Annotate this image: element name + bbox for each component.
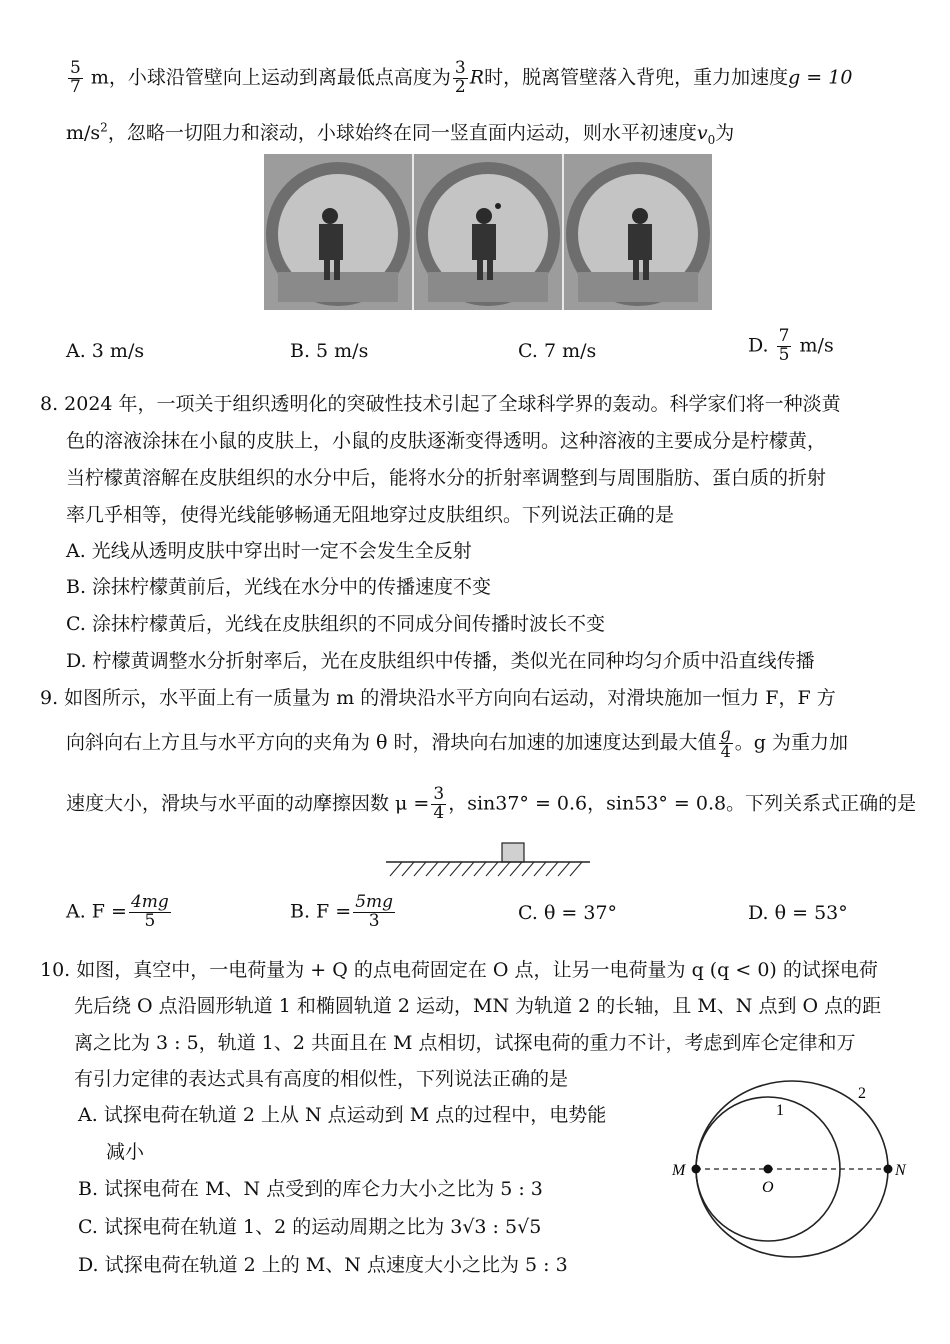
pipe-photo-2 [414,154,564,310]
q9-line-2: 向斜向右上方且与水平方向的夹角为 θ 时，滑块向右加速的加速度达到最大值 $\frac{g}{4}$ 。g 为重力加 [66,724,848,761]
q10-line-1: 10. 如图，真空中，一电荷量为 + Q 的点电荷固定在 O 点，让另一电荷量为 q (q < 0) 的试探电荷 [40,959,878,981]
q10-option-a: A. 试探电荷在轨道 2 上从 N 点运动到 M 点的过程中，电势能 [78,1104,607,1126]
pipe-photo-1 [264,154,414,310]
q8-option-c: C. 涂抹柠檬黄后，光线在皮肤组织的不同成分间传播时波长不变 [66,613,605,635]
q8-option-b: B. 涂抹柠檬黄前后，光线在水分中的传播速度不变 [66,576,492,598]
pipe-photo-strip [264,154,710,310]
q7-height-fraction: $\frac{3}{2}$ [454,58,466,97]
q9-option-a: A. F = $\frac{4mg}{5}$ [66,892,169,931]
q9-block-figure [382,840,594,880]
point-O [764,1165,773,1174]
label-orbit-2: 2 [858,1085,866,1102]
q10-line-2: 先后绕 O 点沿圆形轨道 1 和椭圆轨道 2 运动，MN 为轨道 2 的长轴，且 M、N 点到 O 点的距 [74,995,882,1017]
q10-option-a-cont: 减小 [106,1141,145,1163]
label-M: M [672,1162,686,1179]
sliding-block [502,843,524,862]
q10-line-3: 离之比为 3 : 5，轨道 1、2 共面且在 M 点相切，试探电荷的重力不计，考虑到库仑定律和万 [74,1032,856,1054]
q9-option-a-fraction: $\frac{4mg}{5}$ [130,892,169,931]
q9-line-1: 9. 如图所示，水平面上有一质量为 m 的滑块沿水平方向向右运动，对滑块施加一恒力 F，F 方 [40,687,836,709]
q8-option-d: D. 柠檬黄调整水分折射率后，光在皮肤组织中传播，类似光在同种均匀介质中沿直线传播 [66,650,815,672]
q9-option-c: C. θ = 37° [518,902,618,924]
q10-line-4: 有引力定律的表达式具有高度的相似性，下列说法正确的是 [74,1068,569,1090]
q7-option-b: B. 5 m/s [290,340,369,362]
q8-line-3: 当柠檬黄溶解在皮肤组织的水分中后，能将水分的折射率调整到与周围脂肪、蛋白质的折射 [66,467,827,489]
q8-line-4: 率几乎相等，使得光线能够畅通无阻地穿过皮肤组织。下列说法正确的是 [66,504,675,526]
q8-line-2: 色的溶液涂抹在小鼠的皮肤上，小鼠的皮肤逐渐变得透明。这种溶液的主要成分是柠檬黄， [66,430,827,452]
q7-option-d-fraction: $\frac{7}{5}$ [778,326,790,365]
q7-option-c: C. 7 m/s [518,340,597,362]
q7-line-1: $\frac{5}{7}$ m，小球沿管壁向上运动到离最低点高度为 $\frac{3}{2}$ R时，脱离管壁落入背兜，重力加速度g = 10 [70,58,853,97]
q10-orbit-figure [666,1078,914,1262]
q9-option-b: B. F = $\frac{5mg}{3}$ [290,892,394,931]
q10-option-b: B. 试探电荷在 M、N 点受到的库仑力大小之比为 5 : 3 [78,1178,543,1200]
ground-hatching [390,862,582,876]
point-M [692,1165,701,1174]
q7-option-a: A. 3 m/s [66,340,145,362]
q9-mu-fraction: $\frac{3}{4}$ [433,784,445,823]
label-O: O [762,1179,774,1196]
q7-option-d: D. $\frac{7}{5}$ m/s [748,326,834,365]
q10-option-c: C. 试探电荷在轨道 1、2 的运动周期之比为 3√3 : 5√5 [78,1216,542,1238]
q9-line-3: 速度大小，滑块与水平面的动摩擦因数 μ = $\frac{3}{4}$ ，sin37° = 0.6，sin53° = 0.8。下列关系式正确的是 [66,784,917,823]
q7-lead-fraction: $\frac{5}{7}$ [70,58,81,97]
q8-line-1: 8. 2024 年，一项关于组织透明化的突破性技术引起了全球科学界的轰动。科学家们将一种淡黄 [40,393,841,415]
label-N: N [895,1162,906,1179]
q7-line-2: $m/s^2$，忽略一切阻力和滚动，小球始终在同一竖直面内运动，则水平初速度$v_0$为 [66,120,735,147]
q9-g-fraction: $\frac{g}{4}$ [720,724,731,761]
label-orbit-1: 1 [776,1102,784,1119]
q10-option-d: D. 试探电荷在轨道 2 上的 M、N 点速度大小之比为 5 : 3 [78,1254,568,1276]
q9-option-b-fraction: $\frac{5mg}{3}$ [355,892,394,931]
q8-option-a: A. 光线从透明皮肤中穿出时一定不会发生全反射 [66,540,472,562]
q9-option-d: D. θ = 53° [748,902,848,924]
pipe-photo-3 [564,154,712,310]
point-N [884,1165,893,1174]
